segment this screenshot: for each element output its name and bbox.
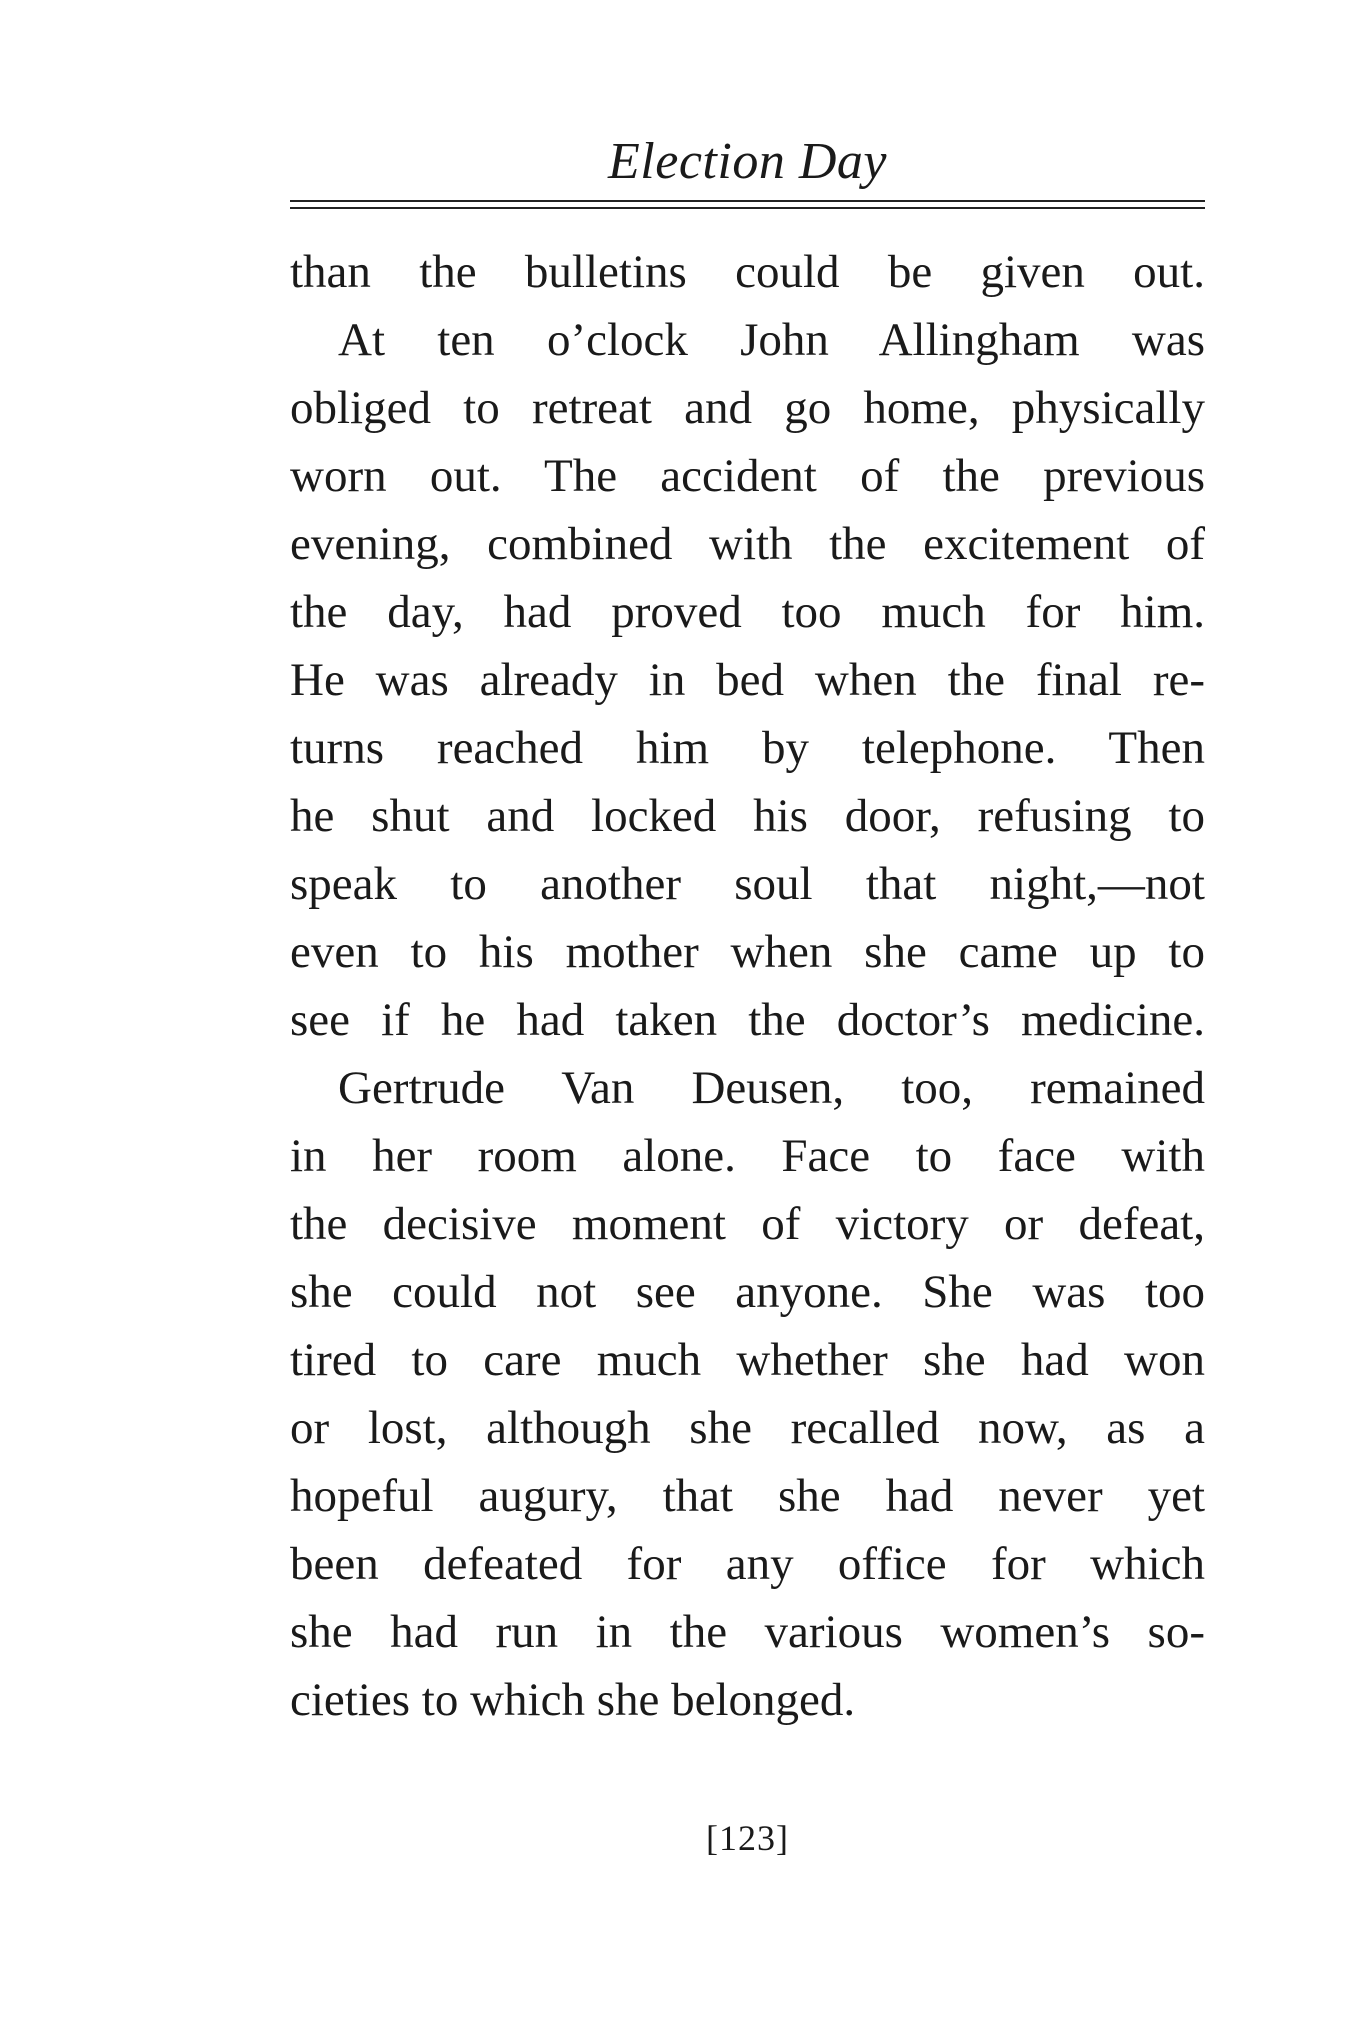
page-number: [123] <box>706 1818 789 1858</box>
body-text <box>290 238 1205 1734</box>
running-head: Election Day <box>608 133 887 190</box>
header-rule-top <box>290 200 1205 202</box>
text-line: He was already in bed when the final re- <box>290 654 1205 706</box>
text-line: cieties to which she belonged. <box>290 1674 856 1726</box>
text-line: even to his mother when she came up to <box>290 926 1205 978</box>
text-line: Gertrude Van Deusen, too, remained <box>338 1062 1205 1114</box>
text-line: been defeated for any office for which <box>290 1538 1205 1590</box>
text-line: obliged to retreat and go home, physically <box>290 382 1205 434</box>
text-line: in her room alone. Face to face with <box>290 1130 1205 1182</box>
text-line: or lost, although she recalled now, as a <box>290 1402 1205 1454</box>
text-line: see if he had taken the doctor’s medicine. <box>290 994 1205 1046</box>
text-line: hopeful augury, that she had never yet <box>290 1470 1205 1522</box>
text-line: At ten o’clock John Allingham was <box>338 314 1205 366</box>
text-line: she had run in the various women’s so- <box>290 1606 1205 1658</box>
text-line: the decisive moment of victory or defeat, <box>290 1198 1205 1250</box>
text-line: he shut and locked his door, refusing to <box>290 790 1205 842</box>
text-line: evening, combined with the excitement of <box>290 518 1205 570</box>
text-line: the day, had proved too much for him. <box>290 586 1205 638</box>
header-rule-bottom <box>290 207 1205 209</box>
text-line: worn out. The accident of the previous <box>290 450 1205 502</box>
text-line: than the bulletins could be given out. <box>290 246 1205 298</box>
text-line: speak to another soul that night,—not <box>290 858 1205 910</box>
text-line: turns reached him by telephone. Then <box>290 722 1205 774</box>
text-line: she could not see anyone. She was too <box>290 1266 1205 1318</box>
text-line: tired to care much whether she had won <box>290 1334 1205 1386</box>
